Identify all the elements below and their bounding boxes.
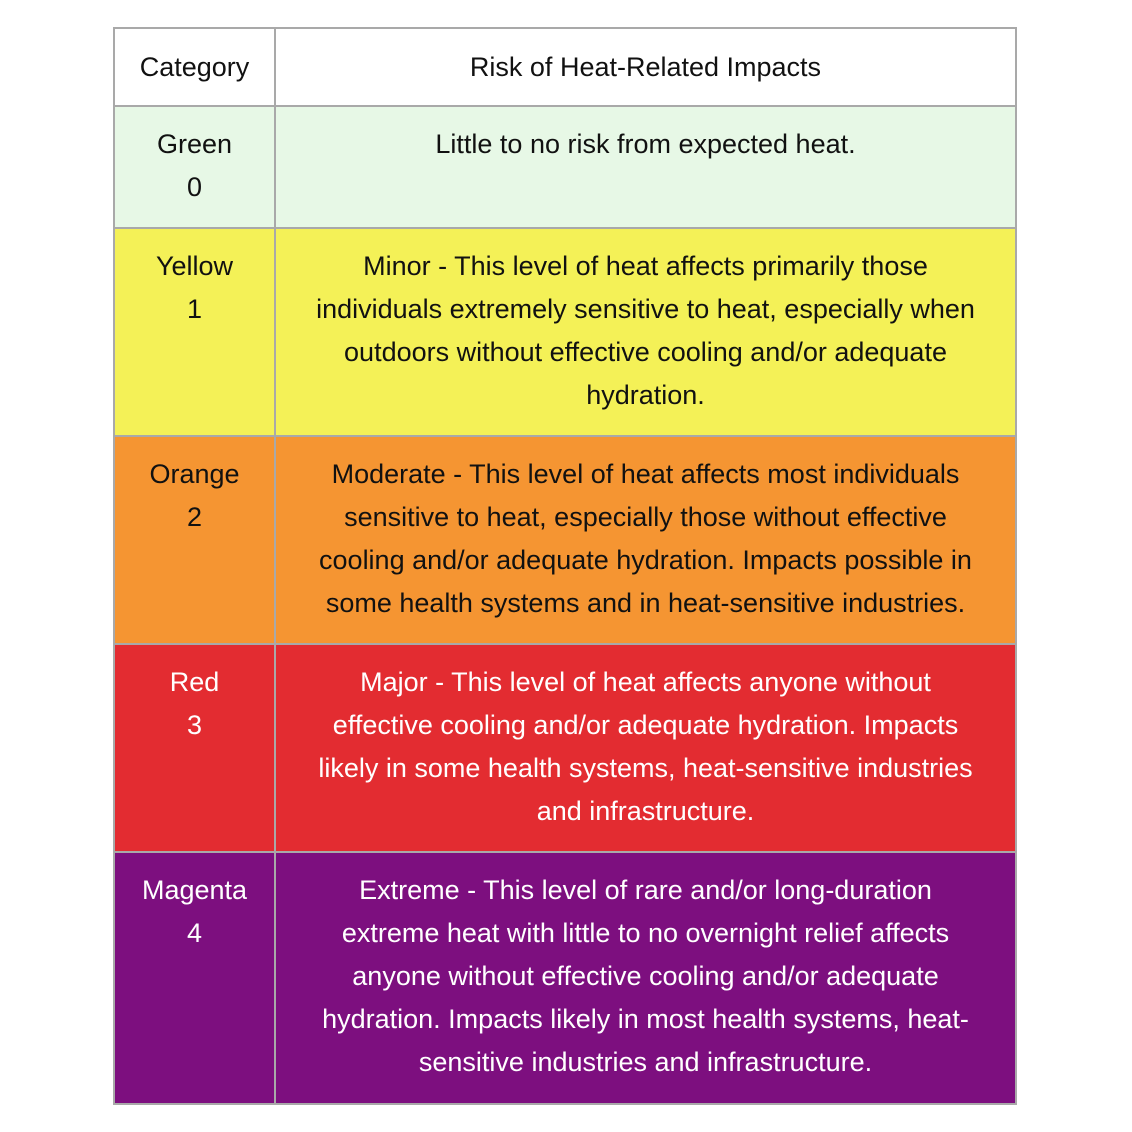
description-line: effective cooling and/or adequate hydration. Impacts: [332, 710, 959, 740]
category-level: 3: [186, 710, 203, 740]
description-line: Minor - This level of heat affects primarily those: [363, 251, 928, 281]
description-line: Major - This level of heat affects anyone without: [360, 667, 931, 697]
description-line: anyone without effective cooling and/or adequate: [352, 961, 939, 991]
category-level: 0: [186, 172, 203, 202]
category-level: 2: [186, 502, 203, 532]
table-row-orange: [114, 436, 1016, 644]
category-name: Red: [169, 667, 220, 697]
category-name: Orange: [149, 459, 240, 489]
description-line: hydration. Impacts likely in most health systems, heat-: [322, 1004, 969, 1034]
table-row-red: [114, 644, 1016, 852]
category-cell: [114, 228, 275, 436]
category-cell: [114, 436, 275, 644]
description-cell: [275, 436, 1016, 644]
description-cell: [275, 644, 1016, 852]
description-line: hydration.: [586, 380, 705, 410]
category-name: Green: [156, 129, 233, 159]
description-line: individuals extremely sensitive to heat, especially when: [316, 294, 975, 324]
description-line: Moderate - This level of heat affects most individuals: [331, 459, 960, 489]
header-category: Category: [114, 28, 275, 106]
category-cell: [114, 644, 275, 852]
description-cell: [275, 228, 1016, 436]
description-cell: [275, 852, 1016, 1104]
description-line: Extreme - This level of rare and/or long-duration: [359, 875, 932, 905]
table-row-magenta: [114, 852, 1016, 1104]
category-name: Magenta: [141, 875, 248, 905]
description-line: sensitive to heat, especially those without effective: [344, 502, 947, 532]
category-level: 4: [186, 918, 203, 948]
heat-risk-table: [113, 27, 1017, 1105]
category-cell: [114, 852, 275, 1104]
table-row-green: [114, 106, 1016, 228]
category-level: 1: [186, 294, 203, 324]
description-line: cooling and/or adequate hydration. Impacts possible in: [319, 545, 972, 575]
description-line: some health systems and in heat-sensitive industries.: [325, 588, 966, 618]
description-cell: [275, 106, 1016, 228]
category-cell: [114, 106, 275, 228]
description-line: extreme heat with little to no overnight relief affects: [341, 918, 950, 948]
header-risk: Risk of Heat-Related Impacts: [275, 28, 1016, 106]
description-line: Little to no risk from expected heat.: [435, 129, 856, 159]
category-name: Yellow: [155, 251, 234, 281]
description-line: sensitive industries and infrastructure.: [418, 1047, 873, 1077]
table-row-yellow: [114, 228, 1016, 436]
description-line: likely in some health systems, heat-sensitive industries: [318, 753, 973, 783]
description-line: and infrastructure.: [536, 796, 755, 826]
description-line: outdoors without effective cooling and/or adequate: [344, 337, 947, 367]
table-header-row: [114, 28, 1016, 106]
